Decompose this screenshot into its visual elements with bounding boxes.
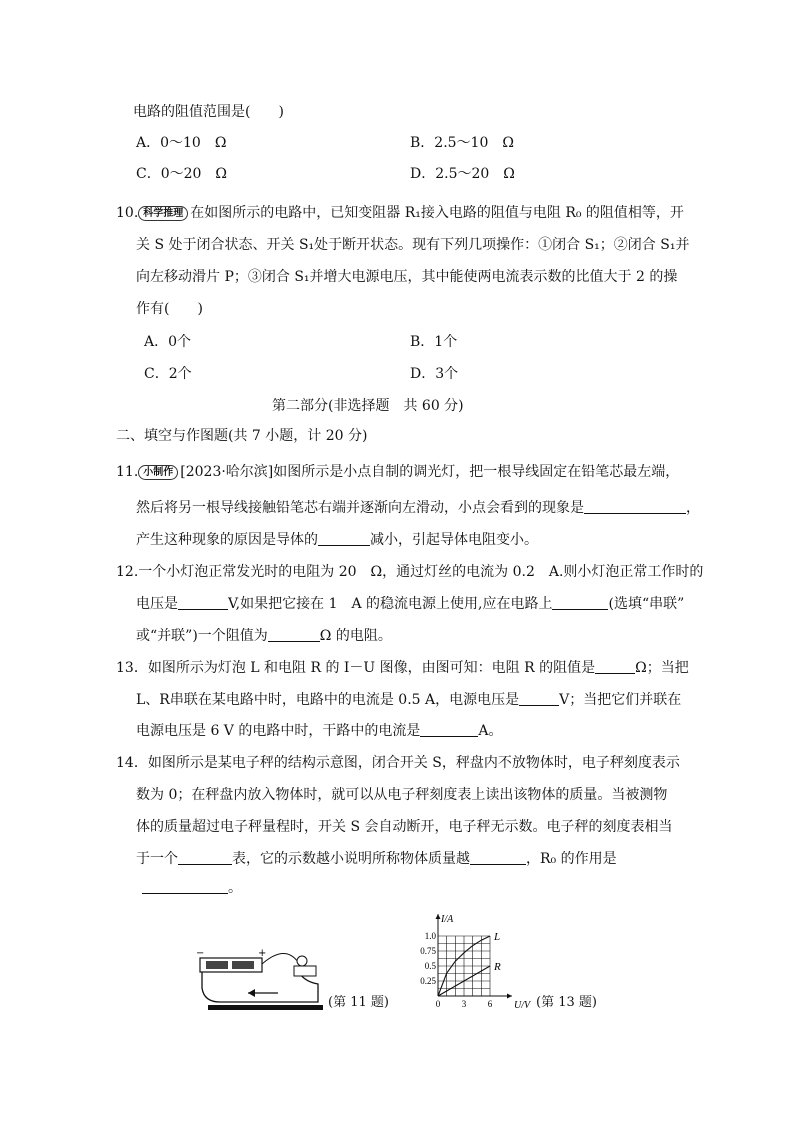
series-label-R: R (494, 961, 501, 973)
y-tick-label: 0.5 (424, 961, 436, 971)
q11-line3 (136, 530, 538, 550)
y-axis-arrow-icon (436, 914, 441, 919)
pencil-lead (208, 1005, 323, 1010)
q11-text3-end: 减小，引起导体电阻变小。 (370, 532, 538, 548)
x-tick-label: 6 (487, 999, 493, 1009)
q13-line3 (136, 721, 503, 741)
bulb-holder (294, 966, 316, 976)
y-tick-label: 0.25 (420, 976, 436, 986)
q12-text2a: 电压是 (136, 596, 178, 612)
x-axis-label: U/V (514, 1000, 531, 1010)
q10-line1 (116, 203, 684, 223)
q11-text3: 产生这种现象的原因是导体的 (136, 532, 318, 548)
q9-option-a: A．0～10 Ω (136, 135, 227, 151)
q14-text4c: ，R₀ 的作用是 (526, 851, 617, 867)
q12-line2 (136, 594, 684, 614)
q12-text3b: Ω 的电阻。 (319, 628, 392, 644)
q14-line4 (136, 849, 617, 869)
q10-option-a: A．0个 (144, 334, 192, 350)
q11-blank-1[interactable] (584, 499, 686, 514)
section2-heading: 二、填空与作图题(共 7 小题，计 20 分) (116, 428, 368, 444)
q12-line3 (136, 626, 392, 646)
q11-text2: 然后将另一根导线接触铅笔芯右端并逐渐向左滑动，小点会看到的现象是 (136, 500, 584, 516)
q13-line2 (136, 690, 681, 710)
q13-text3a: 电源电压是 6 V 的电路中时，干路中的电流是 (136, 723, 421, 739)
q14-text4a: 于一个 (136, 851, 178, 867)
wire (262, 953, 298, 964)
figure-13-iu-chart (408, 902, 538, 1010)
battery-plus-sign: + (258, 948, 267, 959)
q12-line1: 12.一个小灯泡正常发光时的电阻为 20 Ω，通过灯丝的电流为 0.2 A.则小灯泡正常工作时的 (116, 564, 704, 580)
q10-text1: 在如图所示的电路中，已知变阻器 R₁接入电路的阻值与电阻 R₀ 的阻值相等，开 (190, 205, 684, 221)
q11-line2 (136, 498, 700, 518)
y-tick-label: 0.75 (420, 946, 436, 956)
y-axis-label: I/A (441, 914, 454, 925)
battery-minus-sign: − (196, 948, 205, 959)
bulb-icon (297, 956, 307, 966)
q12-blank-1[interactable] (178, 595, 228, 610)
q12-blank-2[interactable] (552, 595, 608, 610)
q14-line3: 体的质量超过电子秤量程时，开关 S 会自动断开，电子秤无示数。电子秤的刻度表相当 (136, 819, 673, 835)
q13-blank-1[interactable] (595, 659, 635, 674)
q13-text1a: 13．如图所示为灯泡 L 和电阻 R 的 I－U 图像，由图可知：电阻 R 的阻值是 (116, 660, 596, 676)
part2-title: 第二部分(非选择题 共 60 分) (272, 398, 464, 414)
battery-cell-1 (206, 961, 228, 969)
q10-option-c: C．2个 (144, 366, 192, 382)
q12-text2c: (选填“串联” (608, 596, 685, 612)
q14-line2: 数为 0；在秤盘内放入物体时，就可以从电子秤刻度表上读出该物体的质量。当被测物 (136, 787, 668, 803)
q14-line1: 14．如图所示是某电子秤的结构示意图，闭合开关 S，秤盘内不放物体时，电子秤刻度表示 (116, 755, 680, 771)
q10-line3: 向左移动滑片 P；③闭合 S₁并增大电源电压，其中能使两电流表示数的比值大于 2 的操 (136, 269, 678, 285)
chart-grid (438, 936, 490, 996)
q9-option-c: C．0～20 Ω (136, 166, 228, 182)
q14-line5 (142, 878, 242, 898)
q13-line1 (116, 658, 689, 678)
x-tick-label: 0 (435, 999, 441, 1009)
q10-line2: 关 S 处于闭合状态、开关 S₁处于断开状态。现有下列几项操作：①闭合 S₁；②闭合 S₁并 (136, 237, 690, 253)
y-tick-label: 1.0 (424, 931, 436, 941)
q11-tag-badge: 小制作 (138, 465, 178, 480)
x-tick-label: 3 (461, 999, 467, 1009)
q10-tag-badge: 科学推理 (138, 206, 188, 221)
q10-option-d: D．3个 (410, 366, 459, 382)
q11-text1: [2023·哈尔滨]如图所示是小点自制的调光灯，把一根导线固定在铅笔芯最左端， (180, 464, 680, 480)
q12-text3a: 或“并联”)一个阻值为 (136, 628, 268, 644)
q10-line4: 作有( ) (136, 301, 203, 317)
figure-11-dimmer-lamp (190, 944, 330, 1014)
q11-number: 11. (116, 464, 139, 480)
q11-blank-2[interactable] (318, 531, 370, 546)
q9-option-b: B．2.5～10 Ω (410, 135, 514, 151)
q13-text3b: A。 (478, 723, 503, 739)
q14-blank-3[interactable] (142, 879, 228, 894)
chart-axes (436, 914, 513, 999)
q9-tail: 电路的阻值范围是( ) (133, 104, 284, 120)
series-label-L: L (494, 931, 501, 943)
q11-line1 (116, 462, 679, 482)
q13-text2a: L、R串联在某电路中时，电路中的电流是 0.5 A，电源电压是 (136, 692, 520, 708)
q9-option-d: D．2.5～20 Ω (410, 166, 515, 182)
figure-13-caption: (第 13 题) (536, 995, 597, 1010)
q14-blank-1[interactable] (178, 850, 232, 865)
figure-11-caption: (第 11 题) (328, 995, 389, 1010)
battery-cell-2 (232, 961, 254, 969)
q10-option-b: B．1个 (410, 334, 458, 350)
q14-text4b: 表，它的示数越小说明所称物体质量越 (232, 851, 470, 867)
q13-blank-3[interactable] (420, 722, 478, 737)
q13-text2b: V；当把它们并联在 (559, 692, 682, 708)
q13-text1b: Ω；当把 (635, 660, 689, 676)
q10-number: 10. (116, 205, 139, 221)
x-axis-arrow-icon (507, 994, 512, 999)
q11-text2-end: ， (686, 500, 700, 516)
q13-blank-2[interactable] (519, 691, 559, 706)
q12-text2b: V,如果把它接在 1 A 的稳流电源上使用,应在电路上 (228, 596, 553, 612)
q14-text5: 。 (228, 880, 242, 896)
q12-blank-3[interactable] (268, 627, 320, 642)
q14-blank-2[interactable] (470, 850, 526, 865)
